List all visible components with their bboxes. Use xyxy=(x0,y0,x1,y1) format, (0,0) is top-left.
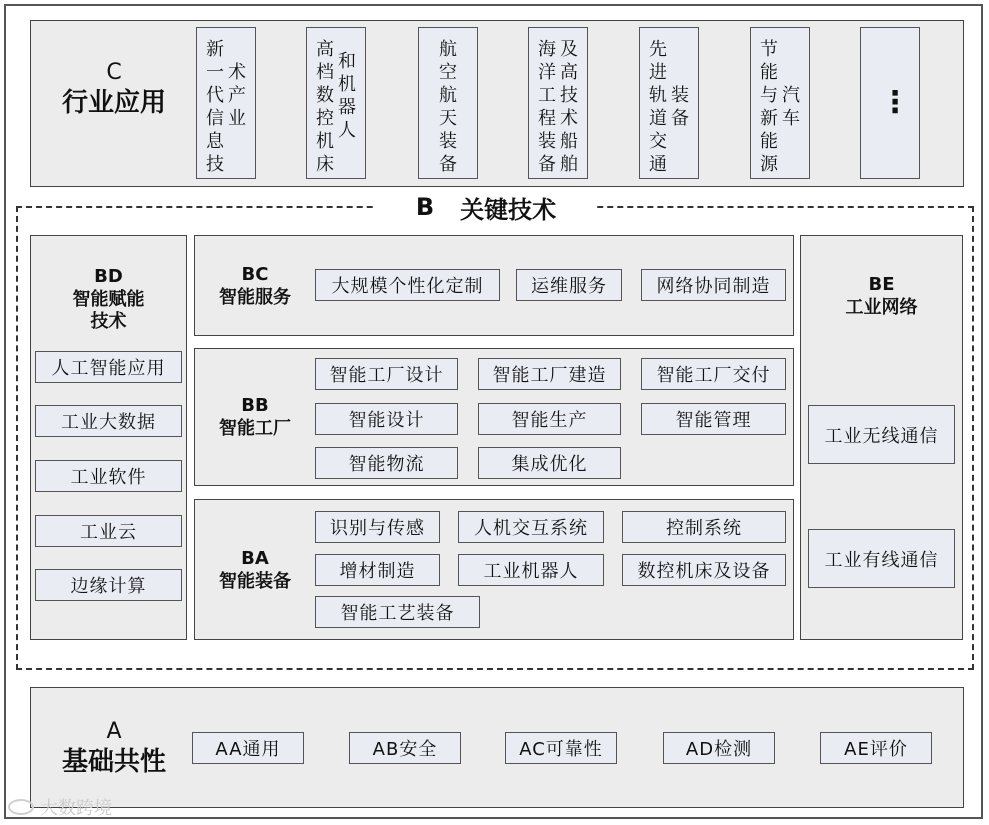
c-section-title xyxy=(39,59,189,119)
a-item-2: AC可靠性 xyxy=(505,732,617,764)
c-item-5 xyxy=(750,27,810,179)
c-section-name: 行业应用 xyxy=(61,87,166,118)
c-item-4-col-1: 装备 xyxy=(671,85,689,129)
c-section-panel xyxy=(30,20,964,187)
bd-item-0: 人工智能应用 xyxy=(35,351,182,383)
bc-item-2: 网络协同制造 xyxy=(641,269,786,301)
bb-item-7: 集成优化 xyxy=(478,447,621,479)
bb-item-3: 智能设计 xyxy=(315,403,458,435)
bb-code: BB xyxy=(241,395,269,416)
ba-item-3: 增材制造 xyxy=(315,554,440,586)
bc-item-1: 运维服务 xyxy=(516,269,622,301)
b-section-code: B xyxy=(415,193,435,221)
ba-item-6: 智能工艺装备 xyxy=(315,596,480,628)
ba-item-5: 数控机床及设备 xyxy=(622,554,786,586)
bb-name: 智能工厂 xyxy=(219,417,291,439)
be-code: BE xyxy=(868,274,895,295)
watermark xyxy=(8,794,112,820)
c-item-0-col-0: 新一代信息技 xyxy=(206,39,224,175)
bd-item-2: 工业软件 xyxy=(35,460,182,492)
watermark-text: 大数跨境 xyxy=(40,798,112,819)
bd-title xyxy=(31,266,186,334)
a-item-4: AE评价 xyxy=(820,732,932,764)
c-item-3 xyxy=(528,27,588,179)
c-item-5-col-1: 汽车 xyxy=(782,85,800,129)
bb-item-2: 智能工厂交付 xyxy=(641,358,786,390)
c-item-6-col-0: ⋮ xyxy=(880,85,910,120)
c-item-4 xyxy=(639,27,699,179)
a-section-name: 基础共性 xyxy=(61,746,166,777)
c-item-3-col-0: 海洋工程装备 xyxy=(538,39,556,175)
be-title xyxy=(801,274,962,319)
ba-name: 智能装备 xyxy=(219,570,291,592)
ba-item-0: 识别与传感 xyxy=(315,511,440,543)
be-name: 工业网络 xyxy=(845,296,918,318)
ba-item-2: 控制系统 xyxy=(622,511,786,543)
a-item-1: AB安全 xyxy=(349,732,461,764)
chat-bubble-icon xyxy=(8,799,34,815)
a-item-3: AD检测 xyxy=(663,732,775,764)
b-section-name: 关键技术 xyxy=(460,195,557,224)
be-item-1: 工业有线通信 xyxy=(808,529,955,588)
bc-name: 智能服务 xyxy=(219,286,291,308)
bd-item-4: 边缘计算 xyxy=(35,569,182,601)
be-item-0: 工业无线通信 xyxy=(808,405,955,464)
c-item-0-col-1: 术产业 xyxy=(228,62,246,129)
bc-item-0: 大规模个性化定制 xyxy=(315,269,500,301)
bb-item-6: 智能物流 xyxy=(315,447,458,479)
c-item-5-col-0: 节能与新能源 xyxy=(760,39,778,175)
b-section-title xyxy=(376,190,596,224)
ba-title xyxy=(195,548,315,593)
c-item-2-col-0: 航空航天装备 xyxy=(439,39,457,175)
bc-title xyxy=(195,264,315,309)
c-item-1-col-1: 和机器人 xyxy=(338,51,356,141)
c-item-1-col-0: 高档数控机床 xyxy=(316,39,334,175)
c-item-6-ellipsis xyxy=(860,27,920,179)
bb-item-0: 智能工厂设计 xyxy=(315,358,458,390)
a-item-0: AA通用 xyxy=(192,732,304,764)
bb-item-1: 智能工厂建造 xyxy=(478,358,621,390)
c-section-code: C xyxy=(106,60,122,85)
ba-code: BA xyxy=(241,548,269,569)
c-item-1 xyxy=(306,27,366,179)
bd-code: BD xyxy=(94,266,123,287)
bb-item-4: 智能生产 xyxy=(478,403,621,435)
ba-item-4: 工业机器人 xyxy=(458,554,604,586)
a-section-title xyxy=(39,718,189,778)
bb-item-5: 智能管理 xyxy=(641,403,786,435)
bd-title-line2: 技术 xyxy=(90,311,127,332)
bd-item-3: 工业云 xyxy=(35,515,182,547)
bd-title-line1: 智能赋能 xyxy=(72,288,145,310)
a-section-code: A xyxy=(106,719,122,744)
c-item-3-col-1: 及高技术船舶 xyxy=(560,39,578,175)
bc-code: BC xyxy=(241,264,269,285)
ba-item-1: 人机交互系统 xyxy=(458,511,604,543)
bd-item-1: 工业大数据 xyxy=(35,405,182,437)
c-item-0 xyxy=(196,27,256,179)
c-item-4-col-0: 先进轨道交通 xyxy=(649,39,667,175)
bb-title xyxy=(195,395,315,440)
c-item-2 xyxy=(418,27,478,179)
